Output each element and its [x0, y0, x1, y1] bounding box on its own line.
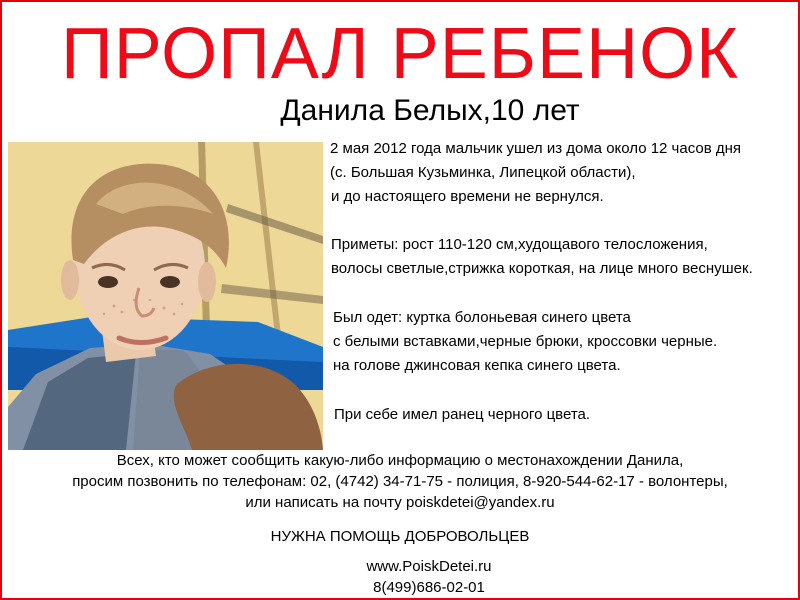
child-name: Данила Белых,10 лет: [280, 94, 580, 127]
clothing-line-2: с белыми вставками,черные брюки, кроссовки черные.: [333, 333, 718, 350]
contact-line-1: Всех, кто может сообщить какую-либо информацию о местонахождении Данила,: [116, 452, 684, 469]
circumstances-line-3: и до настоящего времени не вернулся.: [331, 188, 604, 205]
belongings-line: При себе имел ранец черного цвета.: [334, 406, 591, 423]
features-line-1: Приметы: рост 110-120 см,худощавого телосложения,: [331, 236, 708, 253]
clothing-line-3: на голове джинсовая кепка синего цвета.: [333, 357, 621, 374]
circumstances-line-1: 2 мая 2012 года мальчик ушел из дома около 12 часов дня: [330, 140, 742, 157]
clothing-line-1: Был одет: куртка болоньевая синего цвета: [333, 309, 631, 326]
contact-line-2: просим позвонить по телефонам: 02, (4742) 34-71-75 - полиция, 8-920-544-62-17 - волонтеры,: [72, 473, 728, 490]
volunteers-help-text: НУЖНА ПОМОЩЬ ДОБРОВОЛЬЦЕВ: [270, 528, 530, 545]
child-photo-illustration: [8, 142, 323, 450]
poster-headline: ПРОПАЛ РЕБЕНОК: [60, 14, 740, 94]
hotline-phone: 8(499)686-02-01: [373, 579, 485, 596]
circumstances-line-2: (с. Большая Кузьминка, Липецкой области),: [330, 164, 636, 181]
features-line-2: волосы светлые,стрижка короткая, на лице много веснушек.: [331, 260, 753, 277]
website-link[interactable]: www.PoiskDetei.ru: [366, 558, 492, 575]
contact-line-3: или написать на почту poiskdetei@yandex.ru: [245, 494, 555, 511]
child-photo: [8, 142, 323, 450]
